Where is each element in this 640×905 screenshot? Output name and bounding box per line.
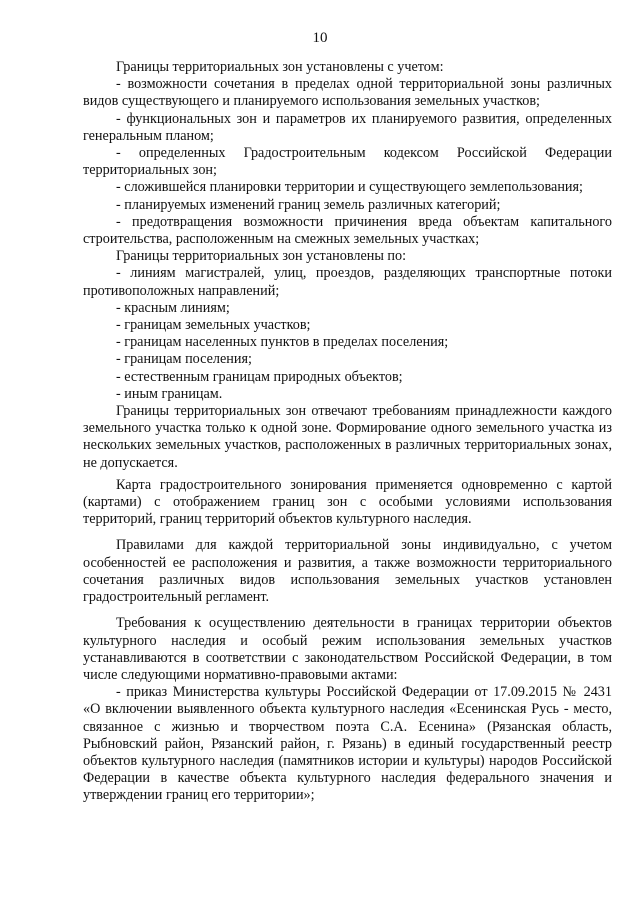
list-item: - предотвращения возможности причинения вреда объектам капитального строительства, расположенным на смежных земельных участках; xyxy=(83,213,612,248)
list-item: - красным линиям; xyxy=(116,299,230,316)
page-number: 10 xyxy=(312,30,328,46)
list-item: - границам поселения; xyxy=(116,351,252,368)
paragraph: Правилами для каждой территориальной зоны индивидуально, с учетом особенностей ее расположения и развития, а также возможности территориального сочетания различных видов использования земельных участков установлен градостроительный регламент. xyxy=(83,537,612,606)
list-item: - границам земельных участков; xyxy=(116,317,311,334)
list-item: - линиям магистралей, улиц, проездов, разделяющих транспортные потоки противоположных направлений; xyxy=(83,265,612,299)
paragraph: Границы территориальных зон установлены по: xyxy=(116,248,407,265)
list-item: - иным границам. xyxy=(116,385,223,402)
list-item: - планируемых изменений границ земель различных категорий; xyxy=(116,196,501,213)
list-item: - естественным границам природных объектов; xyxy=(116,368,403,385)
list-item: - приказ Министерства культуры Российской Федерации от 17.09.2015 № 2431 «О включении выявленного объекта культурного наследия «Есенинская Русь - место, связанное с жизнью и творчеством поэта С.А. Есенина» (Рязанская область, Рыбновский район, Рязанский район, г. Рязань) в единый государственный реестр объектов культурного наследия (памятников истории и культуры) народов Российской Федерации в качестве объекта культурного наследия федерального значения и утверждении границ его территории»; xyxy=(83,684,612,804)
paragraph: Требования к осуществлению деятельности в границах территории объектов культурного наследия и особый режим использования земельных участков устанавливаются в соответствии с законодательством Российской Федерации, в том числе следующими нормативно-правовыми актами: xyxy=(83,615,612,683)
paragraph: Границы территориальных зон установлены с учетом: xyxy=(116,59,444,75)
list-item: - функциональных зон и параметров их планируемого развития, определенных генеральным планом; xyxy=(83,110,612,144)
paragraph: Карта градостроительного зонирования применяется одновременно с картой (картами) с отображением границ зон с особыми условиями использования территорий, границ территорий объектов культурного наследия. xyxy=(83,476,612,528)
document-body xyxy=(83,59,612,805)
list-item: - границам населенных пунктов в пределах поселения; xyxy=(116,334,449,351)
list-item: - возможности сочетания в пределах одной территориальной зоны различных видов существующего и планируемого использования земельных участков; xyxy=(83,76,612,110)
paragraph: Границы территориальных зон отвечают требованиям принадлежности каждого земельного участка только к одной зоне. Формирование одного земельного участка из нескольких земельных участков, расположенных в различных территориальных зонах, не допускается. xyxy=(83,403,612,471)
list-item: - определенных Градостроительным кодексом Российской Федерации территориальных зон; xyxy=(83,145,612,179)
list-item: - сложившейся планировки территории и существующего землепользования; xyxy=(116,179,583,196)
